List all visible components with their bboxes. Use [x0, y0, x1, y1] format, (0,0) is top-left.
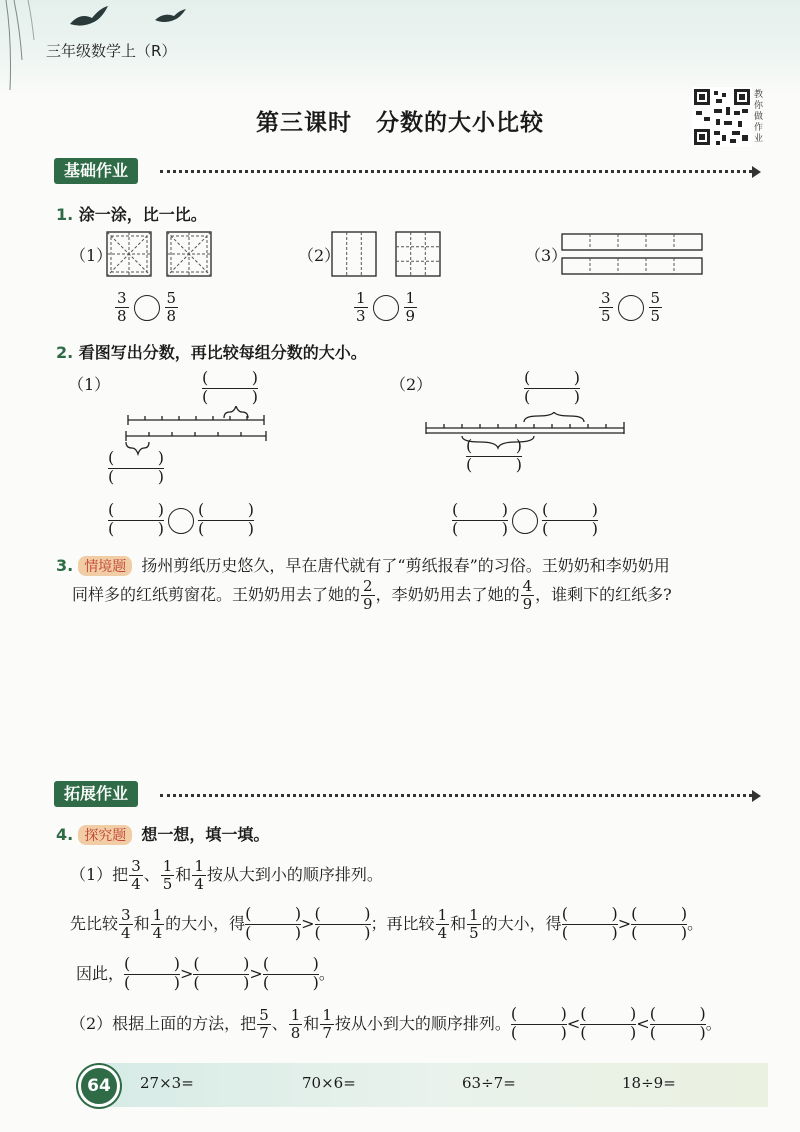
q2-text: 看图写出分数，再比较每组分数的大小。 — [78, 343, 367, 362]
q4-part1: （1）把 $\frac{3}{4}$ 、 $\frac{1}{5}$ 和 $\frac{1}{4}$ 按从大到小的顺序排列。 — [70, 857, 383, 893]
q3-text-c: ，李奶奶用去了她的 — [375, 585, 520, 604]
footer-calc-1: 27×3= — [140, 1074, 194, 1092]
q1-item1-label: （1） — [70, 246, 113, 265]
page-number: 64 — [78, 1065, 120, 1107]
answer-blank[interactable] — [511, 1006, 567, 1043]
answer-blank[interactable] — [263, 956, 319, 993]
answer-blank[interactable] — [193, 956, 249, 993]
qr-caption: 教你做作业 — [754, 90, 764, 144]
q4-part2: （2）根据上面的方法，把 $\frac{5}{7}$ 、 $\frac{1}{8}$ 和 $\frac{1}{7}$ 按从小到大的顺序排列。 ( ) ( ) < ( ) ( ) < ( ) ( ) 。 — [70, 1006, 722, 1043]
compare-circle[interactable] — [168, 508, 194, 534]
compare-circle[interactable] — [134, 295, 160, 321]
q4-line3: 因此， ( ) ( ) > ( ) ( ) > ( ) ( ) 。 — [76, 956, 335, 993]
q3-fraction-2: $\frac{4}{9}$ — [522, 577, 533, 613]
q1-item3-compare: $\frac{3}{5}$ $\frac{5}{5}$ — [601, 289, 661, 325]
q3-text-b: 同样多的红纸剪窗花。王奶奶用去了她的 — [72, 585, 361, 604]
answer-blank[interactable] — [562, 906, 618, 943]
q2-number: 2. — [56, 343, 74, 362]
q1-number: 1. — [56, 205, 74, 224]
answer-blank[interactable] — [124, 956, 180, 993]
answer-blank[interactable] — [315, 906, 371, 943]
q3-number: 3. — [56, 556, 74, 575]
section-extended-homework: 拓展作业 — [54, 781, 138, 807]
q2-item2-number-line — [420, 412, 630, 452]
answer-blank[interactable] — [580, 1006, 636, 1043]
q1-item2-compare: $\frac{1}{3}$ $\frac{1}{9}$ — [356, 289, 416, 325]
q4-line2: 先比较 $\frac{3}{4}$ 和 $\frac{1}{4}$ 的大小，得 ( ) ( ) > ( ) ( ) ；再比较 $\frac{1}{4}$ 和 $\frac{1}{5}$ 的大小，得 ( ) ( ) > ( ) ( ) 。 — [70, 906, 703, 943]
q1-text: 涂一涂，比一比。 — [78, 205, 207, 224]
q3-line1 — [56, 553, 670, 576]
q2-item2-label: （2） — [390, 375, 433, 394]
answer-blank[interactable] — [650, 1006, 706, 1043]
q3-answer-area[interactable] — [72, 630, 752, 770]
q4-prompt — [56, 822, 269, 845]
section-divider — [160, 794, 752, 797]
q1-item2-label: （2） — [298, 246, 341, 265]
answer-blank[interactable] — [631, 906, 687, 943]
section-divider — [160, 170, 752, 173]
arrow-right-icon — [752, 790, 761, 802]
q4-number: 4. — [56, 825, 74, 844]
grade-label: 三年级数学上（R） — [46, 42, 177, 60]
q2-item2-compare — [452, 502, 598, 539]
answer-blank[interactable] — [542, 502, 598, 539]
q4-tag: 探究题 — [78, 825, 132, 845]
q3-text-d: ，谁剩下的红纸多? — [535, 585, 672, 604]
answer-blank[interactable] — [108, 450, 164, 487]
footer-calc-2: 70×6= — [302, 1074, 356, 1092]
footer-calc-3: 63÷7= — [462, 1074, 516, 1092]
footer-calc-4: 18÷9= — [622, 1074, 676, 1092]
answer-blank[interactable] — [524, 370, 580, 407]
compare-circle[interactable] — [512, 508, 538, 534]
q3-text-a: 扬州剪纸历史悠久，早在唐代就有了“剪纸报春”的习俗。王奶奶和李奶奶用 — [141, 556, 670, 575]
compare-circle[interactable] — [373, 295, 399, 321]
q1-item1-figures[interactable] — [105, 230, 215, 280]
q1-item1-compare: $\frac{3}{8}$ $\frac{5}{8}$ — [117, 289, 177, 325]
answer-blank[interactable] — [452, 502, 508, 539]
q4-text: 想一想，填一填。 — [141, 825, 270, 844]
arrow-right-icon — [752, 166, 761, 178]
qr-code-icon[interactable] — [692, 87, 752, 147]
q1-item3-label: （3） — [525, 246, 568, 265]
q1-item2-figures[interactable] — [330, 230, 445, 280]
q2-item1-compare — [108, 502, 254, 539]
q1-item3-figures[interactable] — [560, 230, 706, 280]
willow-branch-icon — [0, 0, 40, 95]
q3-tag: 情境题 — [78, 556, 132, 576]
q2-item1-label: （1） — [68, 375, 111, 394]
section-basic-homework: 基础作业 — [54, 158, 138, 184]
swallow-icon — [60, 4, 200, 34]
q3-line2 — [72, 578, 672, 613]
q2-prompt — [56, 340, 367, 363]
answer-blank[interactable] — [202, 370, 258, 407]
answer-blank[interactable] — [466, 438, 522, 475]
answer-blank[interactable] — [198, 502, 254, 539]
compare-circle[interactable] — [618, 295, 644, 321]
q2-item1-number-line — [120, 406, 270, 456]
answer-blank[interactable] — [108, 502, 164, 539]
lesson-title: 第三课时 分数的大小比较 — [256, 110, 544, 136]
q1-prompt — [56, 202, 207, 225]
answer-blank[interactable] — [245, 906, 301, 943]
q3-fraction-1: $\frac{2}{9}$ — [363, 577, 373, 613]
